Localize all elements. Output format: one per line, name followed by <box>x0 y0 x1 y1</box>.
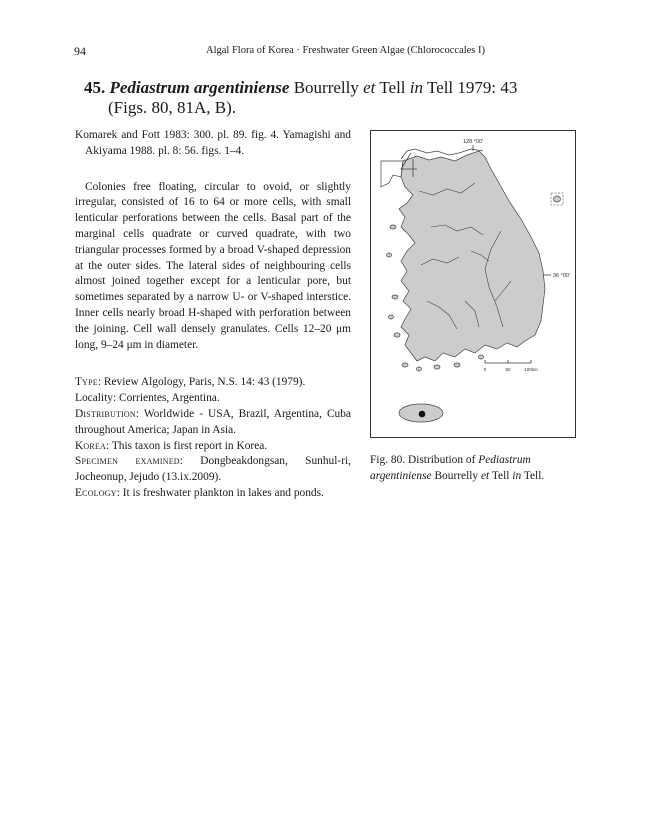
northwest-coast <box>381 161 403 187</box>
species-number: 45. <box>84 78 106 97</box>
scale-label-100km: 100km <box>524 367 538 372</box>
island <box>402 363 408 367</box>
korea-entry: Korea: This taxon is first report in Korea. <box>75 439 268 452</box>
body-column <box>75 128 351 502</box>
references: Komarek and Fott 1983: 300. pl. 89. fig. 4. Yamagishi and Akiyama 1988. pl. 8: 56. figs. 1–4. <box>75 129 351 157</box>
species-authority-c: Tell 1979: 43 <box>426 78 518 97</box>
island <box>389 315 394 319</box>
caption-et: et <box>480 469 490 482</box>
species-et: et <box>363 78 376 97</box>
caption-authority-a: Bourrelly <box>434 469 479 482</box>
island <box>417 367 422 371</box>
latitude-label: 36 °00' <box>553 273 571 279</box>
ulleungdo-island <box>554 196 561 202</box>
distribution-text: Worldwide - USA, Brazil, Argentina, Cuba throughout America; Japan in Asia. <box>75 407 351 436</box>
species-heading <box>84 78 604 118</box>
island <box>454 363 460 367</box>
specimen-text: Dongbeakdongsan, Sunhul-ri, Jocheonup, Jejudo (13.ix.2009). <box>75 455 351 484</box>
locality-entry: Locality: Corrientes, Argentina. <box>75 392 220 405</box>
island <box>394 333 400 337</box>
caption-binomial: Pediastrum argentiniense <box>370 454 531 482</box>
running-title: Algal Flora of Korea · Freshwater Green Algae (Chlorococcales I) <box>206 45 486 56</box>
longitude-label: 128 °00' <box>462 139 484 145</box>
species-figures: (Figs. 80, 81A, B). <box>108 98 236 117</box>
species-authority-a: Bourrelly <box>293 78 359 97</box>
caption-authority-b: Tell <box>491 469 510 482</box>
korea-label: Korea <box>75 439 107 452</box>
island <box>390 225 396 229</box>
page-number: 94 <box>74 44 86 58</box>
scale-label-0: 0 <box>483 367 487 372</box>
ecology-entry: Ecology: It is freshwater plankton in lakes and ponds. <box>75 486 324 499</box>
specimen-entry: Specimen examined: Dongbeakdongsan, Sunhul-ri, Jocheonup, Jejudo (13.ix.2009). <box>75 455 351 484</box>
figure-caption <box>370 453 580 484</box>
scale-label-50: 50 <box>505 367 511 372</box>
specimen-label: Specimen examined <box>75 455 180 468</box>
korea-text: This taxon is first report in Korea. <box>111 439 268 452</box>
species-in: in <box>409 78 424 97</box>
type-text: Review Algology, Paris, N.S. 14: 43 (1979). <box>103 376 306 389</box>
island <box>479 355 484 359</box>
specimen-record-marker <box>419 411 426 418</box>
ecology-label: Ecology <box>75 486 117 499</box>
island <box>387 253 392 257</box>
caption-prefix: Fig. 80. Distribution of <box>370 454 476 466</box>
description: Colonies free floating, circular to ovoid, or slightly irregular, consisted of 16 to 64 or more cells, with small lenticular perforations between the cells. Basal part of the marginal cells quadrate or curved quadrate, with two triangular processes formed by a broad V-shaped depression at the outer sides. The lateral sides of neighbouring cells almost joined together except for a lenticular pore, but sometimes separated by a narrow U- or V-shaped interstice. Inner cells nearly broad H-shaped with perforation between the joining. Cell wall densely granulates. Cells 12–20 μm long, 9–24 μm in diameter. <box>75 180 351 351</box>
caption-in: in <box>512 469 522 482</box>
caption-authority-c: Tell. <box>523 469 545 482</box>
species-binomial: Pediastrum argentiniense <box>109 78 290 97</box>
island <box>392 295 398 299</box>
map-figure <box>371 131 575 437</box>
type-entry: Type: Review Algology, Paris, N.S. 14: 43 (1979). <box>75 376 306 389</box>
island <box>434 365 440 369</box>
distribution-entry: Distribution: Worldwide - USA, Brazil, Argentina, Cuba throughout America; Japan in Asia. <box>75 407 351 436</box>
ecology-text: It is freshwater plankton in lakes and ponds. <box>122 486 324 499</box>
distribution-map <box>370 130 576 438</box>
species-authority-b: Tell <box>379 78 406 97</box>
korea-mainland <box>399 151 545 361</box>
type-label: Type <box>75 376 98 389</box>
distribution-label: Distribution <box>75 407 136 420</box>
